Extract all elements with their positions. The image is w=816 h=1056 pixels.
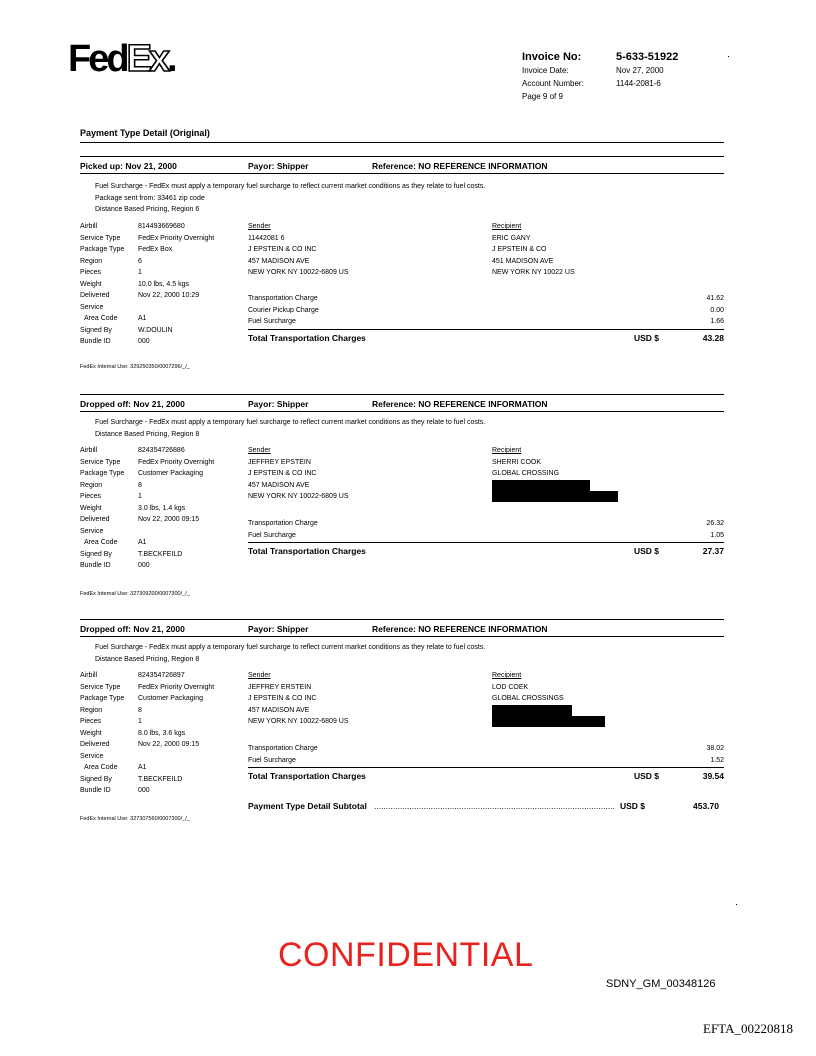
shipment-details <box>80 670 214 797</box>
charge-row <box>248 755 724 767</box>
sender-line: J EPSTEIN & CO INC <box>248 695 317 702</box>
detail-label: Delivered <box>80 292 110 299</box>
pieces: 1 <box>138 493 142 500</box>
detail-label: Region <box>80 481 103 489</box>
fedex-logo <box>68 40 175 78</box>
recipient <box>492 221 575 279</box>
shipment-details <box>80 445 214 572</box>
charge-amount: 1.05 <box>710 531 724 539</box>
detail-label: Region <box>80 257 103 265</box>
total-label: Total Transportation Charges <box>248 771 366 781</box>
detail-label: Bundle ID <box>80 787 111 794</box>
detail-label: Delivered <box>80 516 110 523</box>
charge-row <box>248 305 724 317</box>
total-currency: USD $ <box>634 771 660 781</box>
weight: 10.0 lbs, 4.5 kgs <box>138 280 189 288</box>
charges <box>248 518 724 541</box>
page-number: Page 9 of 9 <box>522 92 563 101</box>
airbill-number: 824354726897 <box>138 672 185 679</box>
detail-label: Weight <box>80 280 102 288</box>
divider <box>80 619 724 620</box>
account-label: Account Number: <box>522 79 584 88</box>
speck <box>736 904 737 905</box>
bundle-id: 000 <box>138 562 150 569</box>
sender-line: JEFFREY EPSTEIN <box>248 458 311 466</box>
sender-line: 457 MADISON AVE <box>248 481 310 489</box>
recipient-heading: Recipient <box>492 223 522 230</box>
divider <box>80 411 724 412</box>
detail-label: Service Type <box>80 458 121 466</box>
detail-label: Service <box>80 527 104 535</box>
invoice-date: Nov 27, 2000 <box>616 66 664 75</box>
charge-row <box>248 743 724 755</box>
package-type: Customer Packaging <box>138 470 203 477</box>
detail-label: Weight <box>80 504 102 512</box>
charge-amount: 26.32 <box>706 520 724 527</box>
area-code: A1 <box>138 764 147 771</box>
recipient-heading: Recipient <box>492 672 522 679</box>
total-row <box>248 542 724 557</box>
bates-number: SDNY_GM_00348126 <box>606 978 716 990</box>
charge-amount: 0.00 <box>710 306 724 314</box>
shipment-2 <box>80 397 724 627</box>
detail-label: Bundle ID <box>80 562 111 569</box>
delivered: Nov 22, 2000 10:29 <box>138 292 200 299</box>
sender-line: J EPSTEIN & CO INC <box>248 470 317 477</box>
sender-heading: Sender <box>248 447 271 454</box>
charge-amount: 38.02 <box>706 745 724 752</box>
sender-line: J EPSTEIN & CO INC <box>248 246 317 253</box>
recipient-line: 451 MADISON AVE <box>492 257 554 265</box>
subtotal-leader: ...................................................................................................... <box>374 801 615 811</box>
section-divider <box>80 142 724 143</box>
logo-dot: . <box>167 38 175 80</box>
detail-label: Region <box>80 706 103 714</box>
invoice-date-label: Invoice Date: <box>522 66 569 75</box>
detail-label: Package Type <box>80 246 125 253</box>
total-row <box>248 767 724 782</box>
shipment-reference: Reference: NO REFERENCE INFORMATION <box>372 624 548 634</box>
detail-label: Weight <box>80 729 102 737</box>
redaction-block <box>492 491 618 502</box>
subtotal-label: Payment Type Detail Subtotal <box>248 801 367 811</box>
sender-line: NEW YORK NY 10022-6809 US <box>248 269 349 276</box>
redaction-block <box>492 716 605 727</box>
total-currency: USD $ <box>634 333 660 343</box>
divider <box>80 394 724 395</box>
sender-heading: Sender <box>248 223 271 230</box>
delivered: Nov 22, 2000 09:15 <box>138 741 200 748</box>
logo-ex: Ex <box>126 38 168 80</box>
charge-label: Fuel Surcharge <box>248 318 296 325</box>
charge-label: Transportation Charge <box>248 520 318 527</box>
recipient-line: NEW YORK NY 10022 US <box>492 269 575 276</box>
subtotal-currency: USD $ <box>620 801 646 811</box>
detail-label: Pieces <box>80 269 102 276</box>
shipment-reference: Reference: NO REFERENCE INFORMATION <box>372 161 548 171</box>
divider <box>80 636 724 637</box>
divider <box>80 156 724 157</box>
signed-by: W.DOULIN <box>138 326 173 334</box>
recipient-heading: Recipient <box>492 447 522 454</box>
recipient-line: GLOBAL CROSSINGS <box>492 695 564 702</box>
weight: 3.0 lbs, 1.4 kgs <box>138 504 186 512</box>
efta-number: EFTA_00220818 <box>703 1021 793 1036</box>
redaction-block <box>492 480 590 491</box>
sender <box>248 445 349 503</box>
charges <box>248 293 724 328</box>
confidential-stamp: CONFIDENTIAL <box>278 936 534 974</box>
shipment-payor: Payor: Shipper <box>248 624 309 634</box>
bundle-id: 000 <box>138 787 150 794</box>
shipment-details <box>80 221 214 348</box>
detail-label: Delivered <box>80 741 110 748</box>
detail-label: Area Code <box>84 764 118 771</box>
divider <box>80 173 724 174</box>
internal-use: FedEx Internal Use: 327309200/0007300/_/_ <box>80 591 190 597</box>
total-currency: USD $ <box>634 546 660 556</box>
internal-use: FedEx Internal Use: 327307560/0007300/_/_ <box>80 816 190 822</box>
charge-amount: 41.62 <box>706 295 724 302</box>
charge-label: Fuel Surcharge <box>248 531 296 539</box>
charge-row <box>248 530 724 542</box>
shipment-note: Distance Based Pricing, Region 6 <box>95 206 200 213</box>
package-type: Customer Packaging <box>138 695 203 702</box>
shipment-header <box>80 397 724 411</box>
sender-line: 457 MADISON AVE <box>248 257 310 265</box>
sender-line: 457 MADISON AVE <box>248 706 310 714</box>
charge-row <box>248 518 724 530</box>
recipient <box>492 670 564 705</box>
bundle-id: 000 <box>138 338 150 345</box>
shipment-1 <box>80 159 724 389</box>
shipment-note: Package sent from: 33461 zip code <box>95 194 205 202</box>
detail-label: Package Type <box>80 695 125 702</box>
recipient-line: SHERRI COOK <box>492 458 542 466</box>
delivered: Nov 22, 2000 09:15 <box>138 516 200 523</box>
detail-label: Bundle ID <box>80 338 111 345</box>
service-type: FedEx Priority Overnight <box>138 458 215 466</box>
charge-label: Transportation Charge <box>248 745 318 752</box>
detail-label: Service <box>80 303 104 311</box>
logo-fed: Fed <box>68 38 127 80</box>
recipient-line: ERIC GANY <box>492 234 531 242</box>
detail-label: Package Type <box>80 470 125 477</box>
detail-label: Service Type <box>80 234 121 242</box>
shipment-payor: Payor: Shipper <box>248 399 309 409</box>
detail-label: Pieces <box>80 718 102 725</box>
detail-label: Airbill <box>80 672 98 679</box>
detail-label: Airbill <box>80 223 98 230</box>
detail-label: Area Code <box>84 315 118 322</box>
detail-label: Airbill <box>80 447 98 454</box>
airbill-number: 824354726886 <box>138 447 185 454</box>
package-type: FedEx Box <box>138 246 173 253</box>
signed-by: T.BECKFEILD <box>138 775 183 783</box>
sender-heading: Sender <box>248 672 271 679</box>
shipment-event: Picked up: Nov 21, 2000 <box>80 161 177 171</box>
charge-row <box>248 316 724 328</box>
section-title: Payment Type Detail (Original) <box>80 128 210 138</box>
total-label: Total Transportation Charges <box>248 333 366 343</box>
total-amount: 39.54 <box>702 771 724 781</box>
total-label: Total Transportation Charges <box>248 546 366 556</box>
shipment-reference: Reference: NO REFERENCE INFORMATION <box>372 399 548 409</box>
invoice-no-label: Invoice No: <box>522 51 582 63</box>
shipment-note: Distance Based Pricing, Region 8 <box>95 430 200 438</box>
sender <box>248 221 349 279</box>
area-code: A1 <box>138 315 147 322</box>
sender <box>248 670 349 728</box>
detail-label: Area Code <box>84 539 118 546</box>
shipment-event: Dropped off: Nov 21, 2000 <box>80 624 185 634</box>
recipient-line: LOD COEK <box>492 683 529 691</box>
detail-label: Signed By <box>80 550 112 558</box>
detail-label: Service Type <box>80 683 121 691</box>
weight: 8.0 lbs, 3.6 kgs <box>138 729 186 737</box>
shipment-header <box>80 622 724 636</box>
shipment-note: Fuel Surcharge - FedEx must apply a temporary fuel surcharge to reflect current market conditions as they relate to fuel costs. <box>95 644 486 651</box>
total-amount: 43.28 <box>702 333 724 343</box>
account-number: 1144-2081-6 <box>616 79 661 88</box>
sender-line: NEW YORK NY 10022-6809 US <box>248 493 349 500</box>
shipment-note: Fuel Surcharge - FedEx must apply a temporary fuel surcharge to reflect current market conditions as they relate to fuel costs. <box>95 183 486 190</box>
shipment-3 <box>80 622 724 852</box>
detail-label: Pieces <box>80 493 102 500</box>
region: 6 <box>138 257 142 265</box>
service-type: FedEx Priority Overnight <box>138 234 215 242</box>
invoice-no: 5-633-51922 <box>616 51 679 63</box>
recipient-line: GLOBAL CROSSING <box>492 470 560 477</box>
charge-row <box>248 293 724 305</box>
shipment-note: Distance Based Pricing, Region 8 <box>95 655 200 663</box>
charges <box>248 743 724 766</box>
service-type: FedEx Priority Overnight <box>138 683 215 691</box>
detail-label: Signed By <box>80 775 112 783</box>
signed-by: T.BECKFEILD <box>138 550 183 558</box>
region: 8 <box>138 706 142 714</box>
invoice-info <box>522 51 678 103</box>
airbill-number: 814493669680 <box>138 223 185 230</box>
region: 8 <box>138 481 142 489</box>
pieces: 1 <box>138 269 142 276</box>
internal-use: FedEx Internal Use: 329250350/0007296/_/_ <box>80 364 190 370</box>
subtotal-amount: 453.70 <box>693 801 719 811</box>
charge-amount: 1.66 <box>710 318 724 325</box>
charge-label: Courier Pickup Charge <box>248 306 319 314</box>
charge-label: Transportation Charge <box>248 295 318 302</box>
sender-line: JEFFREY ERSTEIN <box>248 683 312 691</box>
charge-amount: 1.52 <box>710 756 724 764</box>
shipment-event: Dropped off: Nov 21, 2000 <box>80 399 185 409</box>
sender-line: 11442081 6 <box>248 234 285 242</box>
speck <box>728 56 729 57</box>
shipment-header <box>80 159 724 173</box>
area-code: A1 <box>138 539 147 546</box>
recipient <box>492 445 559 480</box>
redaction-block <box>492 705 572 716</box>
shipment-payor: Payor: Shipper <box>248 161 309 171</box>
total-amount: 27.37 <box>702 546 724 556</box>
recipient-line: J EPSTEIN & CO <box>492 246 547 253</box>
pieces: 1 <box>138 718 142 725</box>
charge-label: Fuel Surcharge <box>248 756 296 764</box>
shipment-note: Fuel Surcharge - FedEx must apply a temporary fuel surcharge to reflect current market conditions as they relate to fuel costs. <box>95 419 486 426</box>
total-row <box>248 329 724 344</box>
detail-label: Signed By <box>80 326 112 334</box>
detail-label: Service <box>80 752 104 760</box>
sender-line: NEW YORK NY 10022-6809 US <box>248 718 349 725</box>
